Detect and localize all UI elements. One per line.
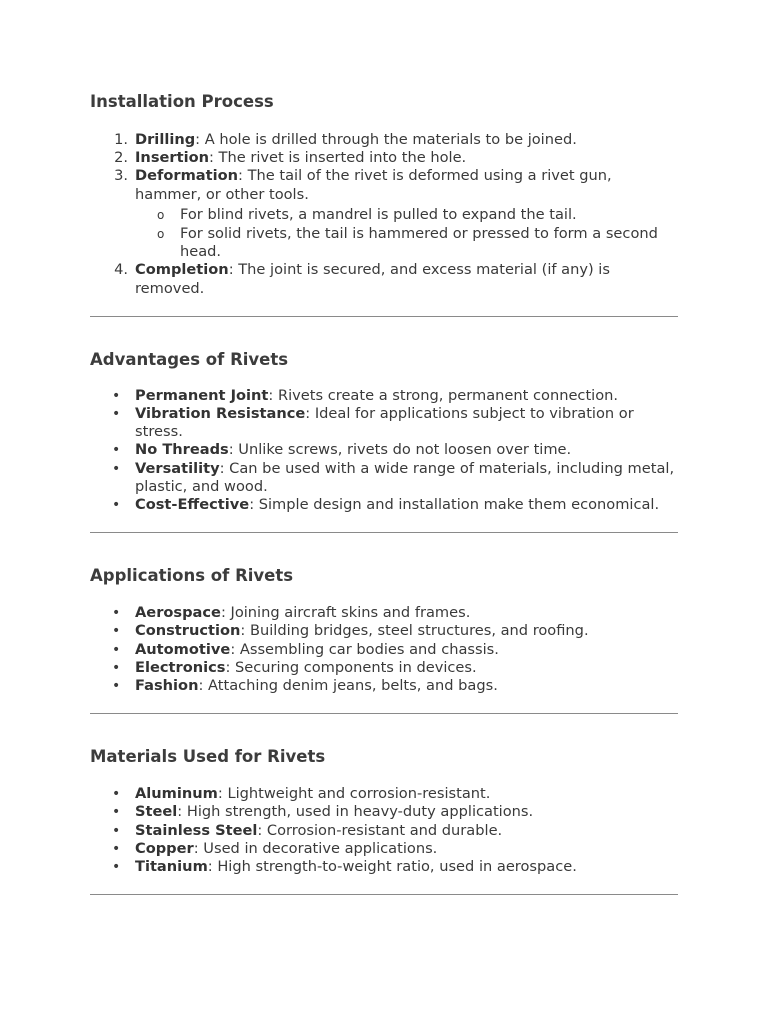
installation-section xyxy=(90,92,678,298)
item-text: : Building bridges, steel structures, and roofing. xyxy=(240,622,589,640)
step-text: : The tail of the rivet is deformed using a rivet gun, hammer, or other tools. xyxy=(135,167,612,203)
bullet-icon: • xyxy=(112,786,121,803)
bullet-icon: • xyxy=(112,840,121,857)
list-number: 2. xyxy=(114,149,128,167)
item-term: Vibration Resistance xyxy=(135,405,306,423)
list-item xyxy=(90,225,678,261)
list-item xyxy=(90,496,678,514)
item-term: Construction xyxy=(135,622,241,640)
bullet-icon: • xyxy=(112,605,121,622)
item-text: : Can be used with a wide range of materials, including metal, plastic, and wood. xyxy=(135,459,675,495)
item-text: : Ideal for applications subject to vibration or stress. xyxy=(135,405,634,441)
hollow-bullet-icon: o xyxy=(157,227,165,242)
item-term: Versatility xyxy=(135,459,220,477)
list-number: 1. xyxy=(114,131,128,148)
section-divider xyxy=(90,894,678,895)
item-text: : Lightweight and corrosion-resistant. xyxy=(217,785,491,803)
advantages-list xyxy=(90,387,678,514)
list-item xyxy=(90,131,678,149)
bullet-icon: • xyxy=(112,822,121,839)
item-text: : High strength, used in heavy-duty applications. xyxy=(177,803,534,821)
section-heading-materials: Materials Used for Rivets xyxy=(90,747,326,767)
list-item xyxy=(90,641,678,659)
item-term: Aluminum xyxy=(135,785,218,803)
bullet-icon: • xyxy=(112,659,121,676)
item-text: : Used in decorative applications. xyxy=(193,839,438,857)
step-text: : A hole is drilled through the materials to be joined. xyxy=(195,131,577,148)
list-number: 3. xyxy=(114,167,128,185)
document-content xyxy=(90,92,678,895)
bullet-icon: • xyxy=(112,623,121,640)
item-text: : Attaching denim jeans, belts, and bags. xyxy=(198,677,498,695)
list-item xyxy=(90,858,678,876)
item-text: : Unlike screws, rivets do not loosen over time. xyxy=(228,441,572,459)
list-number: 4. xyxy=(114,261,128,279)
materials-list xyxy=(90,785,678,876)
list-item xyxy=(90,149,678,167)
list-item xyxy=(90,622,678,640)
list-item xyxy=(90,387,678,405)
list-item xyxy=(90,822,678,840)
list-item xyxy=(90,441,678,459)
step-term: Completion xyxy=(135,261,229,279)
installation-steps-list xyxy=(90,131,678,204)
step-term: Insertion xyxy=(135,149,209,167)
list-item xyxy=(90,261,678,297)
step-term: Drilling xyxy=(135,131,196,148)
step-text: : The rivet is inserted into the hole. xyxy=(209,149,467,167)
bullet-icon: • xyxy=(112,859,121,876)
item-term: Copper xyxy=(135,839,194,857)
item-text: : Joining aircraft skins and frames. xyxy=(220,604,471,622)
item-term: Automotive xyxy=(135,640,231,658)
list-item xyxy=(90,785,678,803)
section-divider xyxy=(90,316,678,317)
applications-list xyxy=(90,604,678,695)
section-heading-applications: Applications of Rivets xyxy=(90,566,294,586)
applications-section xyxy=(90,566,678,695)
list-item xyxy=(90,803,678,821)
list-item xyxy=(90,840,678,858)
item-term: No Threads xyxy=(135,441,229,459)
item-term: Permanent Joint xyxy=(135,386,269,404)
bullet-icon: • xyxy=(112,460,121,477)
section-divider xyxy=(90,713,678,714)
section-heading-installation: Installation Process xyxy=(90,92,274,111)
list-item xyxy=(90,659,678,677)
item-term: Steel xyxy=(135,803,178,821)
item-text: : Assembling car bodies and chassis. xyxy=(230,640,499,658)
bullet-icon: • xyxy=(112,678,121,695)
item-term: Titanium xyxy=(135,858,208,876)
bullet-icon: • xyxy=(112,804,121,821)
item-text: : High strength-to-weight ratio, used in aerospace. xyxy=(207,858,577,876)
item-term: Fashion xyxy=(135,677,199,695)
item-text: : Simple design and installation make them economical. xyxy=(249,496,660,514)
item-term: Electronics xyxy=(135,658,226,676)
list-item xyxy=(90,677,678,695)
item-text: : Corrosion-resistant and durable. xyxy=(257,821,503,839)
installation-substeps-list xyxy=(90,206,678,262)
hollow-bullet-icon: o xyxy=(157,207,165,222)
bullet-icon: • xyxy=(112,406,121,423)
bullet-icon: • xyxy=(112,641,121,658)
list-item xyxy=(90,167,678,203)
list-item xyxy=(90,460,678,496)
bullet-icon: • xyxy=(112,442,121,459)
item-term: Cost-Effective xyxy=(135,496,250,514)
step-term: Deformation xyxy=(135,167,239,185)
bullet-icon: • xyxy=(112,497,121,514)
section-heading-advantages: Advantages of Rivets xyxy=(90,349,289,369)
list-item xyxy=(90,405,678,441)
list-item xyxy=(90,206,678,224)
item-text: : Rivets create a strong, permanent connection. xyxy=(268,386,619,404)
substep-text: For solid rivets, the tail is hammered or pressed to form a second head. xyxy=(180,225,658,261)
section-divider xyxy=(90,532,678,533)
bullet-icon: • xyxy=(112,387,121,404)
list-item xyxy=(90,604,678,622)
step-text: : The joint is secured, and excess material (if any) is removed. xyxy=(135,261,610,297)
item-text: : Securing components in devices. xyxy=(225,658,477,676)
item-term: Aerospace xyxy=(135,604,221,622)
materials-section xyxy=(90,747,678,876)
substep-text: For blind rivets, a mandrel is pulled to expand the tail. xyxy=(180,205,577,223)
item-term: Stainless Steel xyxy=(135,821,258,839)
installation-steps-list-continued xyxy=(90,261,678,297)
advantages-section xyxy=(90,350,678,514)
